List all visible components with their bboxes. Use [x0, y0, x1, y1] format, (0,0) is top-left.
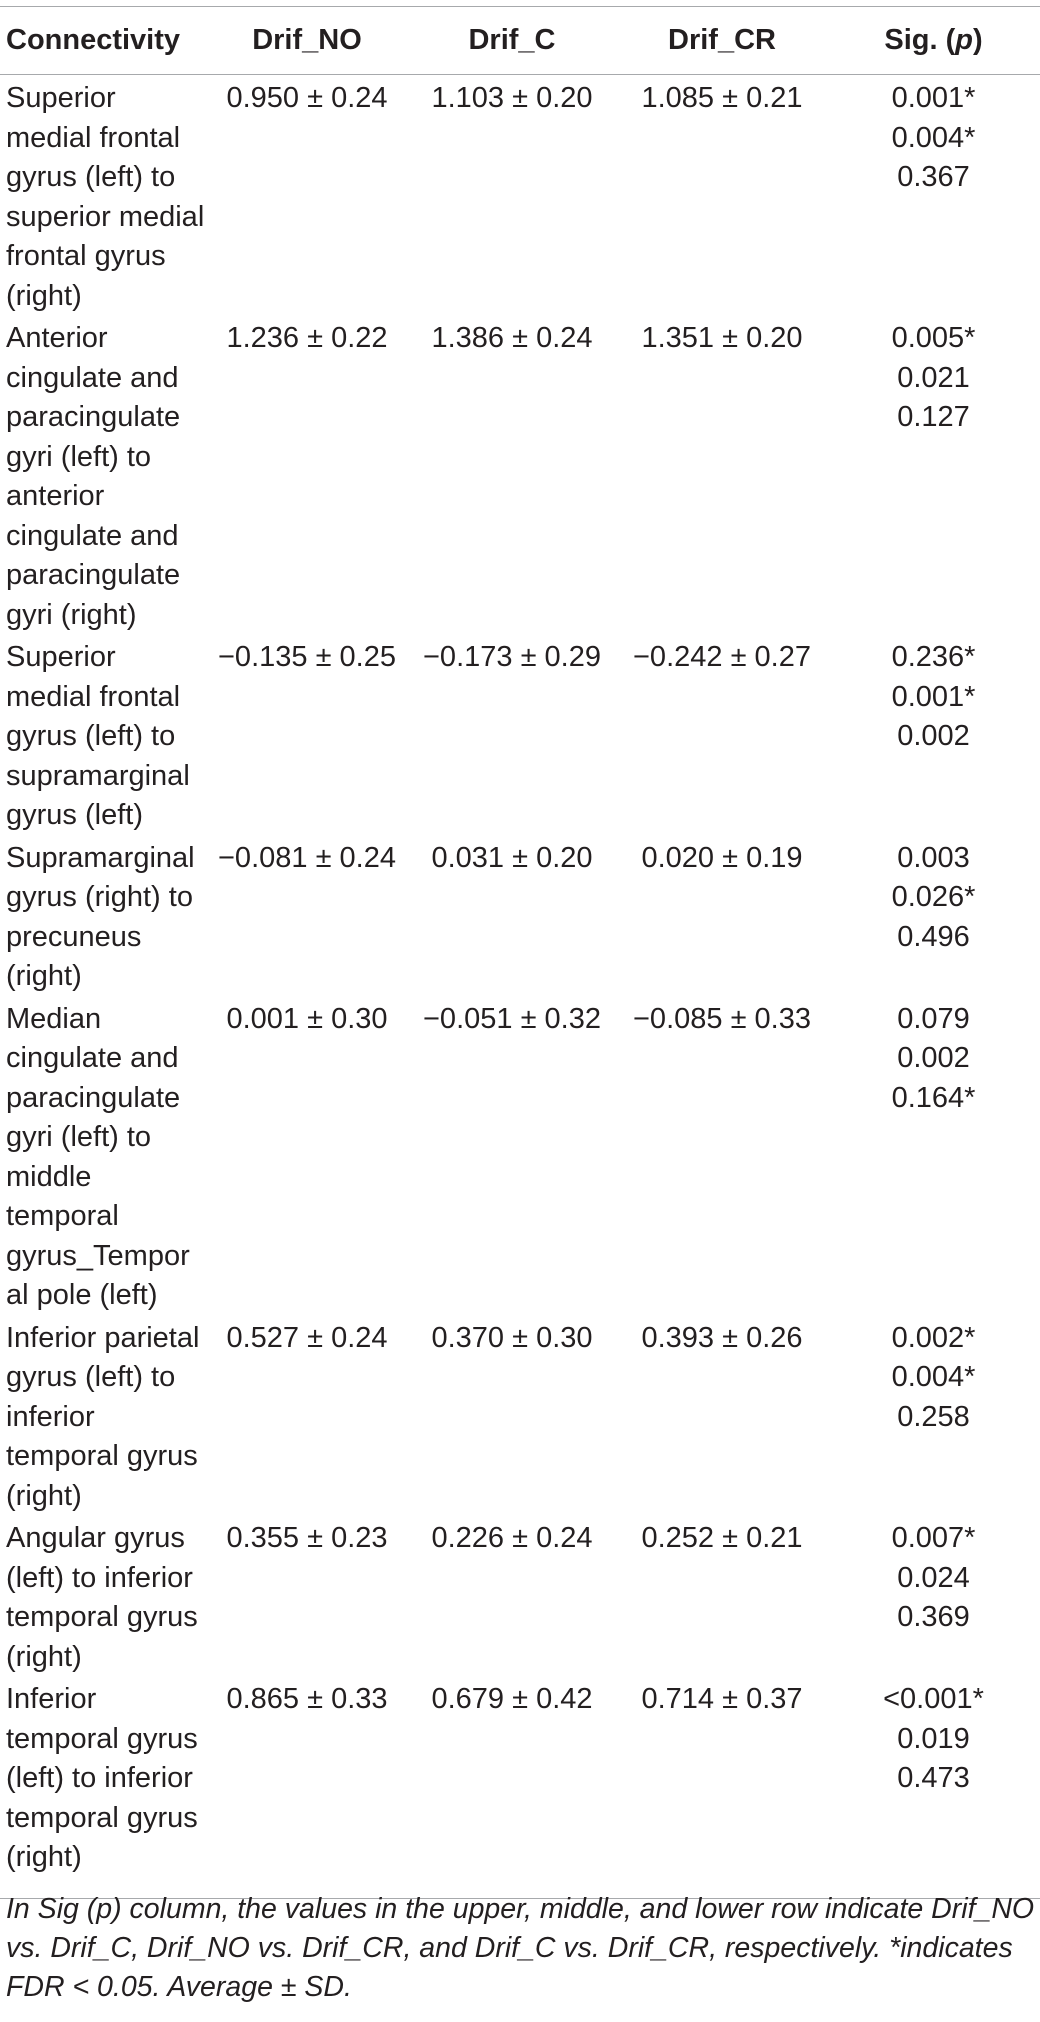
- cell-sig: [827, 1000, 1040, 1319]
- cell-connectivity: Inferior temporal gyrus (left) to inferior temporal gyrus (right): [6, 1683, 198, 1873]
- sig-value: 0.236*: [891, 641, 976, 673]
- sig-value: 0.164*: [891, 1081, 976, 1114]
- cell-sig: [827, 638, 1040, 839]
- sig-value: 0.079: [897, 1002, 970, 1035]
- sig-value: 0.002: [897, 720, 970, 752]
- cell-drif-no: 0.355 ± 0.23: [226, 1522, 388, 1554]
- table-body: [0, 75, 1040, 1899]
- cell-connectivity: Angular gyrus (left) to inferior temporal gyrus (right): [6, 1522, 198, 1673]
- sig-value: 0.002*: [891, 1321, 976, 1354]
- sig-value: 0.127: [897, 401, 970, 433]
- table-row: [0, 1319, 1040, 1520]
- cell-sig: [827, 1680, 1040, 1898]
- connectivity-table: [0, 6, 1040, 1899]
- cell-drif-c: −0.051 ± 0.32: [423, 1002, 601, 1035]
- header-sig-p: p: [955, 23, 973, 56]
- cell-drif-c: −0.173 ± 0.29: [423, 641, 601, 673]
- cell-drif-no: −0.135 ± 0.25: [218, 641, 396, 673]
- cell-drif-no: 0.527 ± 0.24: [226, 1321, 388, 1354]
- header-sig-suffix: ): [972, 23, 983, 56]
- header-sig: [827, 7, 1040, 75]
- header-sig-prefix: Sig. (: [884, 23, 956, 56]
- cell-drif-cr: 0.714 ± 0.37: [641, 1683, 803, 1715]
- table-header: [0, 7, 1040, 75]
- table-footnote: In Sig (p) column, the values in the upper, middle, and lower row indicate Drif_NO vs. Drif_C, Drif_NO vs. Drif_CR, and Drif_C vs. Drif_CR, respectively. *indicates FDR < 0.05. Average ± SD.: [6, 1893, 1035, 2003]
- sig-value: 0.019: [897, 1722, 970, 1755]
- sig-value: 0.003: [897, 841, 970, 874]
- cell-connectivity: Median cingulate and paracingulate gyri (left) to middle temporal gyrus_Temporal pole (left): [6, 1002, 190, 1311]
- cell-drif-cr: 0.393 ± 0.26: [641, 1321, 803, 1354]
- sig-value: 0.024: [897, 1561, 970, 1594]
- cell-sig: [827, 839, 1040, 1000]
- sig-value: 0.496: [897, 920, 970, 953]
- cell-sig: [827, 1319, 1040, 1520]
- cell-connectivity: Superior medial frontal gyrus (left) to superior medial frontal gyrus (right): [6, 82, 205, 312]
- header-row: [0, 7, 1040, 75]
- sig-value: 0.001*: [891, 680, 976, 713]
- cell-sig: [827, 1519, 1040, 1680]
- cell-drif-c: 0.679 ± 0.42: [431, 1683, 593, 1715]
- sig-value: 0.473: [897, 1762, 970, 1794]
- cell-drif-c: 1.103 ± 0.20: [431, 82, 593, 114]
- cell-drif-c: 1.386 ± 0.24: [431, 322, 593, 354]
- sig-value: 0.001*: [891, 82, 976, 114]
- sig-value: 0.005*: [891, 322, 976, 354]
- sig-value: 0.002: [897, 1042, 970, 1074]
- sig-value: 0.258: [897, 1400, 970, 1433]
- cell-drif-c: 0.031 ± 0.20: [431, 841, 593, 874]
- cell-sig: [827, 319, 1040, 638]
- cell-drif-no: 0.001 ± 0.30: [226, 1002, 388, 1035]
- cell-drif-cr: 1.351 ± 0.20: [641, 322, 803, 354]
- cell-drif-no: −0.081 ± 0.24: [218, 841, 396, 874]
- cell-drif-cr: −0.085 ± 0.33: [633, 1002, 811, 1035]
- table-row: [0, 638, 1040, 839]
- cell-connectivity: Anterior cingulate and paracingulate gyri (left) to anterior cingulate and paracingulate gyri (right): [6, 322, 181, 631]
- sig-value: 0.004*: [891, 1361, 976, 1393]
- cell-drif-cr: 0.252 ± 0.21: [641, 1522, 803, 1554]
- sig-value: <0.001*: [883, 1683, 984, 1715]
- header-drif-no: Drif_NO: [252, 23, 362, 56]
- table-row: [0, 1680, 1040, 1898]
- table-row: [0, 75, 1040, 320]
- sig-value: 0.004*: [891, 121, 976, 154]
- header-drif-cr: Drif_CR: [668, 23, 776, 56]
- cell-drif-cr: 0.020 ± 0.19: [641, 841, 803, 874]
- header-drif-c: Drif_C: [468, 23, 556, 56]
- cell-drif-c: 0.370 ± 0.30: [431, 1321, 593, 1354]
- cell-drif-no: 0.865 ± 0.33: [226, 1683, 388, 1715]
- cell-connectivity: Superior medial frontal gyrus (left) to supramarginal gyrus (left): [6, 641, 190, 831]
- table-row: [0, 1519, 1040, 1680]
- sig-value: 0.021: [897, 361, 970, 394]
- sig-value: 0.026*: [891, 881, 976, 913]
- cell-drif-c: 0.226 ± 0.24: [431, 1522, 593, 1554]
- table-row: [0, 319, 1040, 638]
- sig-value: 0.367: [897, 161, 970, 193]
- cell-connectivity: Supramarginal gyrus (right) to precuneus (right): [6, 841, 195, 992]
- cell-drif-no: 0.950 ± 0.24: [226, 82, 388, 114]
- sig-value: 0.007*: [891, 1522, 976, 1554]
- table-row: [0, 1000, 1040, 1319]
- cell-connectivity: Inferior parietal gyrus (left) to inferior temporal gyrus (right): [6, 1321, 200, 1512]
- cell-drif-cr: 1.085 ± 0.21: [641, 82, 803, 114]
- cell-sig: [827, 75, 1040, 320]
- cell-drif-cr: −0.242 ± 0.27: [633, 641, 811, 673]
- header-connectivity: Connectivity: [6, 23, 181, 56]
- sig-value: 0.369: [897, 1601, 970, 1633]
- cell-drif-no: 1.236 ± 0.22: [226, 322, 388, 354]
- table-row: [0, 839, 1040, 1000]
